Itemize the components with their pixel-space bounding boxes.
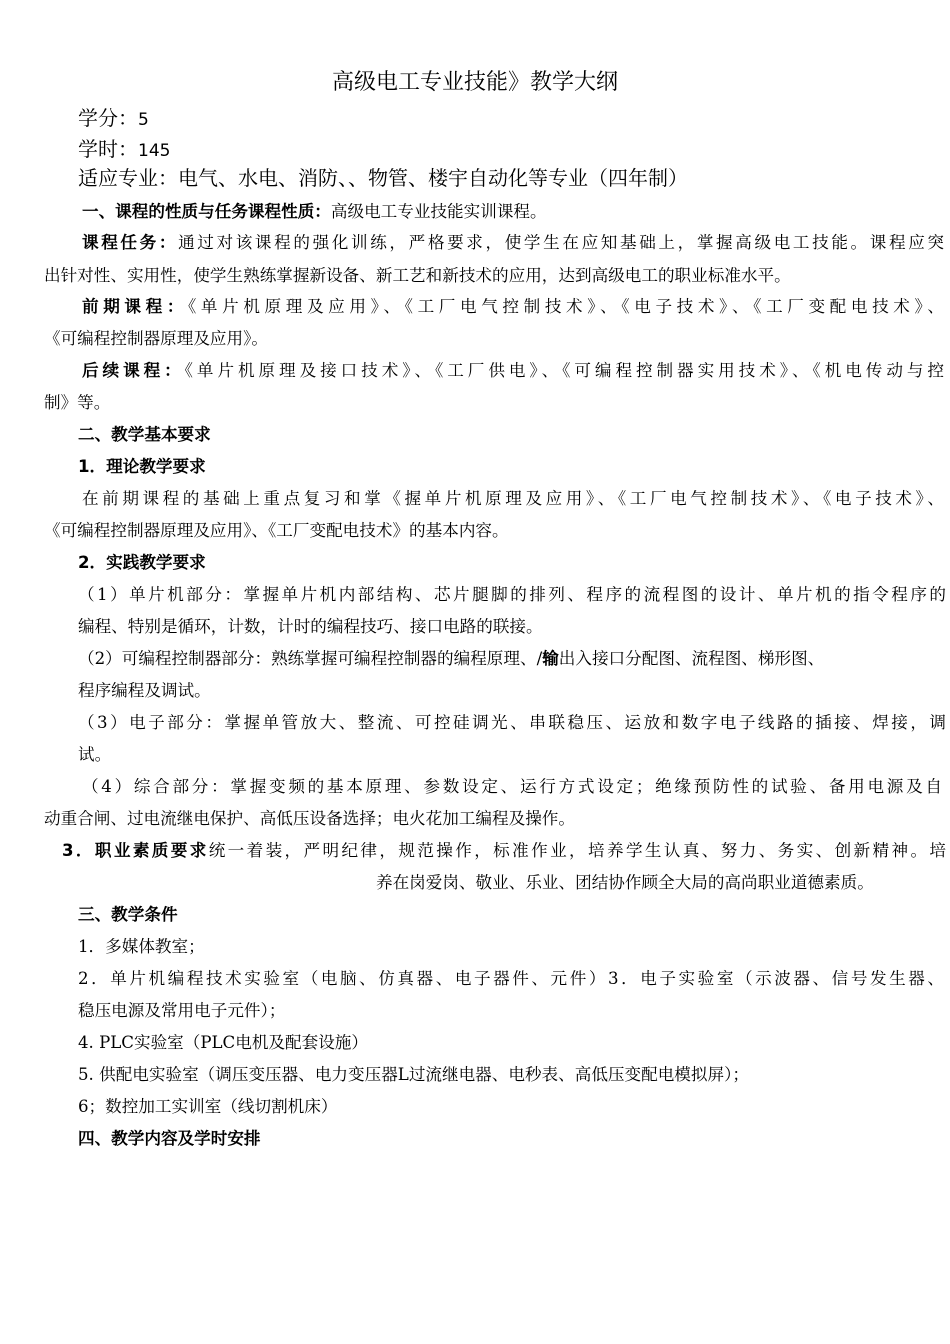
practice-item-2-bold: 输 xyxy=(542,649,559,668)
practice-item-1-line-2: 编程、特别是循环，计数，计时的编程技巧、接口电路的联接。 xyxy=(78,617,543,636)
course-task-text-1: 通过对该课程的强化训练，严格要求，使学生在应知基础上，掌握高级电工技能。课程应突 xyxy=(178,233,945,252)
section-4-heading: 四、教学内容及学时安排 xyxy=(78,1129,261,1148)
prereq-line-2: 《可编程控制器原理及应用》。 xyxy=(44,329,269,348)
theory-line-1: 在前期课程的基础上重点复习和掌《握单片机原理及应用》、《工厂电气控制技术》、《电子技术》、 xyxy=(82,489,944,508)
course-task-line-1 xyxy=(82,232,944,254)
condition-4: 4. PLC实验室（PLC电机及配套设施） xyxy=(78,1033,368,1052)
quality-label: 3．职业素质要求 xyxy=(62,841,209,860)
follow-line-2: 制》等。 xyxy=(44,393,111,412)
practice-item-1-line-1: （1）单片机部分：掌握单片机内部结构、芯片腿脚的排列、程序的流程图的设计、单片机的指令程序的 xyxy=(78,585,946,604)
majors-line: 适应专业：电气、水电、消防、、物管、楼宇自动化等专业（四年制） xyxy=(78,166,688,190)
section-2-heading: 二、教学基本要求 xyxy=(78,425,211,444)
quality-text-1: 统一着装，严明纪律，规范操作，标准作业，培养学生认真、努力、务实、创新精神。培 xyxy=(208,841,947,860)
condition-5: 5. 供配电实验室（调压变压器、电力变压器L过流继电器、电秒表、高低压变配电模拟屏）； xyxy=(78,1065,749,1084)
hours-value: 145 xyxy=(138,141,171,161)
quality-line-1 xyxy=(62,840,946,862)
credits-label: 学分： xyxy=(78,106,138,130)
quality-line-2: 养在岗爱岗、敬业、乐业、团结协作顾全大局的高尚职业道德素质。 xyxy=(376,873,874,892)
condition-1: 1．多媒体教室； xyxy=(78,937,205,956)
hours-line xyxy=(78,135,170,165)
section-1-line xyxy=(82,201,547,223)
hours-label: 学时： xyxy=(78,137,138,161)
credits-value: 5 xyxy=(138,110,149,130)
theory-heading: 1．理论教学要求 xyxy=(78,457,206,476)
practice-item-4-line-2: 动重合闸、过电流继电保护、高低压设备选择；电火花加工编程及操作。 xyxy=(44,809,575,828)
section-1-heading: 一、课程的性质与任务课程性质： xyxy=(82,202,331,221)
theory-line-2: 《可编程控制器原理及应用》、《工厂变配电技术》的基本内容。 xyxy=(44,521,509,540)
condition-2-line-1: 2．单片机编程技术实验室（电脑、仿真器、电子器件、元件）3．电子实验室（示波器、信号发生器、 xyxy=(78,969,944,988)
section-3-heading: 三、教学条件 xyxy=(78,905,178,924)
practice-item-2-line-1 xyxy=(78,648,824,670)
follow-label: 后续课程： xyxy=(82,361,185,380)
follow-text-1: 《单片机原理及接口技术》、《工厂供电》、《可编程控制器实用技术》、《机电传动与控 xyxy=(184,361,944,380)
follow-line-1 xyxy=(82,360,944,382)
practice-item-2-text-b: 出入接口分配图、流程图、梯形图、 xyxy=(558,649,825,668)
practice-item-3-line-1: （3）电子部分：掌握单管放大、整流、可控硅调光、串联稳压、运放和数字电子线路的插接、焊接，调 xyxy=(78,713,946,732)
practice-item-2-line-2: 程序编程及调试。 xyxy=(78,681,211,700)
prereq-text-1: 《单片机原理及应用》、《工厂电气控制技术》、《电子技术》、《工厂变配电技术》、 xyxy=(188,297,944,316)
practice-heading: 2．实践教学要求 xyxy=(78,553,206,572)
practice-item-3-line-2: 试。 xyxy=(78,745,112,764)
practice-item-4-line-1: （4）综合部分：掌握变频的基本原理、参数设定、运行方式设定；绝缘预防性的试验、备用电源及自 xyxy=(82,777,942,796)
prereq-line-1 xyxy=(82,296,944,318)
course-task-label: 课程任务： xyxy=(82,233,179,252)
condition-2-line-2: 稳压电源及常用电子元件）； xyxy=(78,1001,286,1020)
section-1-text: 高级电工专业技能实训课程。 xyxy=(330,202,547,221)
document-title: 高级电工专业技能》教学大纲 xyxy=(332,70,619,95)
prereq-label: 前期课程： xyxy=(82,297,189,316)
credits-line xyxy=(78,104,149,134)
condition-6: 6；数控加工实训室（线切割机床） xyxy=(78,1097,338,1116)
practice-item-2-text-a: （2）可编程控制器部分：熟练掌握可编程控制器的编程原理、/ xyxy=(78,649,543,668)
course-task-line-2: 出针对性、实用性，使学生熟练掌握新设备、新工艺和新技术的应用，达到高级电工的职业标准水平。 xyxy=(44,266,791,285)
